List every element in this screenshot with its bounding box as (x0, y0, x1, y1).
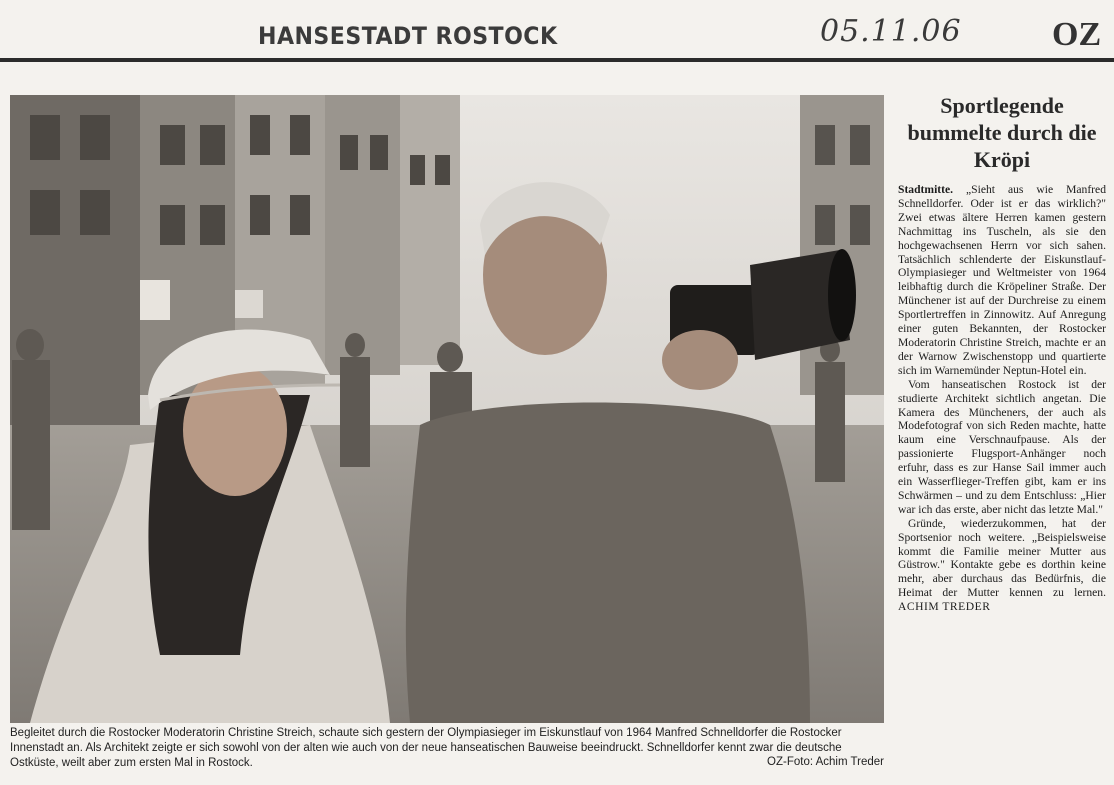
paragraph-2: Vom hanseatischen Rostock ist der studierte Architekt sichtlich angetan. Die Kamera des Müncheners, der auch als Modefotograf von sich Reden machte, hatte kaum eine Verschnaufpause. Als der passionierte Flugsport-Anhänger noch erfuhr, dass es zur Hanse Sail immer auch ein Wasserflieger-Treffen gibt, kam er ins Schwärmen – und zu dem Entschluss: „Hier war ich das erste, aber nicht das letzte Mal." (898, 377, 1106, 516)
paragraph-3-text: Gründe, wiederzukommen, hat der Sportsenior noch weitere. „Beispielsweise kommt die Familie meiner Mutter aus Güstrow." Kontakte gebe es dorthin keine mehr, aber durchaus das Bedürfnis, die Heimat der Mutter kennen zu lernen. (898, 516, 1106, 600)
paragraph-1 (898, 183, 1106, 378)
photo-credit: OZ-Foto: Achim Treder (767, 756, 884, 768)
author: ACHIM TREDER (898, 600, 991, 614)
paper-logo: OZ (1052, 16, 1102, 53)
photo-caption (10, 726, 884, 771)
article (898, 92, 1106, 614)
paragraph-3 (898, 517, 1106, 614)
caption-text: Begleitet durch die Rostocker Moderatorin Christine Streich, schaute sich gestern der Olympiasieger im Eiskunstlauf von 1964 Manfred Schnelldorfer die Rostocker Innenstadt an. Als Architekt zeigte er sich sowohl von der alten wie auch von der neue hanseatischen Bauweise beeindruckt. Schnelldorfer kennt zwar die deutsche Ostküste, weilt aber zum ersten Mal in Rostock. (10, 727, 842, 769)
header-rule (0, 58, 1114, 62)
news-photo (10, 95, 884, 723)
article-headline: Sportlegende bummelte durch die Kröpi (907, 93, 1097, 172)
handwritten-date: 05.11.06 (820, 14, 962, 49)
photo-couple-with-camera-icon (10, 95, 884, 723)
section-title: HANSESTADT ROSTOCK (258, 22, 558, 50)
article-body (898, 183, 1106, 614)
paragraph-1-text: „Sieht aus wie Manfred Schnelldorfer. Oder ist er das wirklich?" Zwei etwas ältere Herren kamen gestern Nachmittag ins Tuscheln, als sie den hochgewachsenen Herrn vor sich sahen. Tatsächlich schlenderte der Eiskunstlauf-Olympiasieger und Weltmeister von 1964 leibhaftig durch die Kröpeliner Straße. Der Münchener ist auf der Durchreise zu einem Sportlertreffen in Zinnowitz. Auf Anregung einer guten Bekannten, der Rostocker Moderatorin Christine Streich, machte er an der Warnow Zwischenstopp und quartierte sich im Warnemünder Neptun-Hotel ein. (898, 183, 1106, 377)
dateline: Stadtmitte. (898, 183, 954, 196)
